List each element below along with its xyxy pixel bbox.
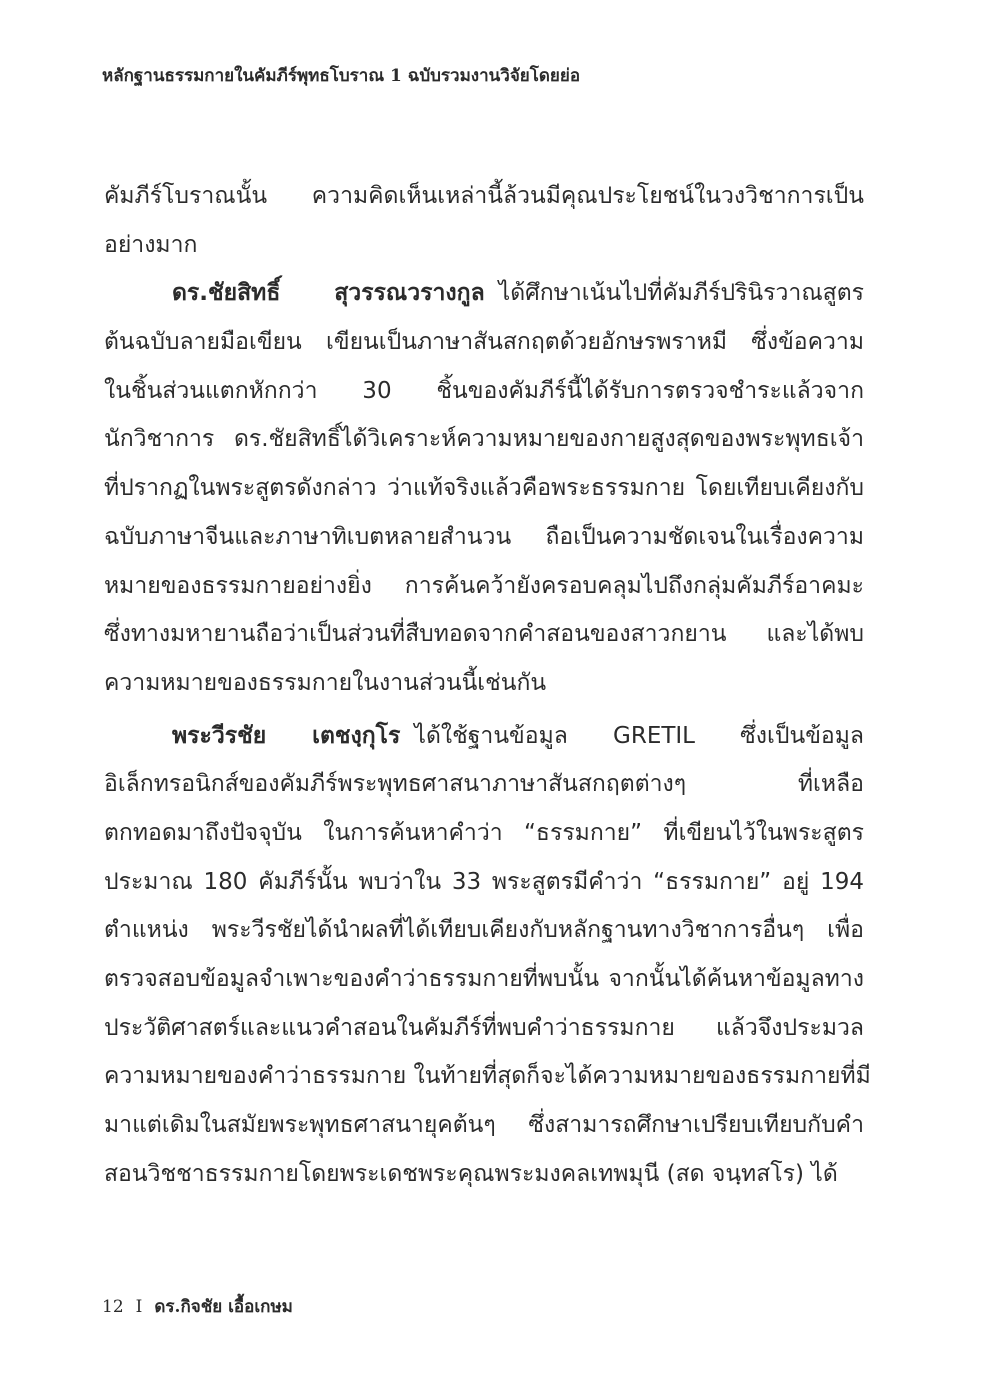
body-text <box>104 172 871 1198</box>
paragraph-3 <box>104 712 871 1199</box>
text-line: ในชิ้นส่วนแตกหักกว่า 30 ชิ้นของคัมภีร์นี้ได้รับการตรวจชำระแล้วจาก <box>104 377 864 404</box>
text-line: ความหมายของธรรมกายในงานส่วนนี้เช่นกัน <box>104 669 547 696</box>
text-line: ฉบับภาษาจีนและภาษาทิเบตหลายสำนวน ถือเป็นความชัดเจนในเรื่องความ <box>104 523 864 550</box>
running-header: หลักฐานธรรมกายในคัมภีร์พุทธโบราณ 1 ฉบับรวมงานวิจัยโดยย่อ <box>102 66 581 86</box>
researcher-name: ดร.ชัยสิทธิ์ สุวรรณวรางกูล <box>172 280 485 307</box>
text-line: มาแต่เดิมในสมัยพระพุทธศาสนายุคต้นๆ ซึ่งสามารถศึกษาเปรียบเทียบกับคำ <box>104 1112 864 1139</box>
text-line: อิเล็กทรอนิกส์ของคัมภีร์พระพุทธศาสนาภาษาสันสกฤตต่างๆ ที่เหลือ <box>104 771 864 798</box>
page-number: 12 <box>102 1297 124 1317</box>
text-line: ตรวจสอบข้อมูลจำเพาะของคำว่าธรรมกายที่พบนั้น จากนั้นได้ค้นหาข้อมูลทาง <box>104 966 864 992</box>
text-line: ประวัติศาสตร์และแนวคำสอนในคัมภีร์ที่พบคำว่าธรรมกาย แล้วจึงประมวล <box>104 1014 864 1041</box>
paragraph-first-line <box>104 712 864 761</box>
text-line: ตกทอดมาถึงปัจจุบัน ในการค้นหาคำว่า “ธรรมกาย” ที่เขียนไว้ในพระสูตร <box>104 819 864 846</box>
text-line: สอนวิชชาธรรมกายโดยพระเดชพระคุณพระมงคลเทพมุนี (สด จนฺทสโร) ได้ <box>104 1160 838 1187</box>
text-fragment: ได้ใช้ฐานข้อมูล GRETIL ซึ่งเป็นข้อมูล <box>414 722 864 749</box>
researcher-name: พระวีรชัย เตชงฺกุโร <box>172 722 401 749</box>
text-line: ที่ปรากฏในพระสูตรดังกล่าว ว่าแท้จริงแล้วคือพระธรรมกาย โดยเทียบเคียงกับ <box>104 475 864 502</box>
text-line: ต้นฉบับลายมือเขียน เขียนเป็นภาษาสันสกฤตด้วยอักษรพราหมี ซึ่งข้อความ <box>104 329 864 356</box>
paragraph-first-line <box>104 269 864 318</box>
author-name: ดร.กิจชัย เอื้อเกษม <box>154 1297 293 1317</box>
text-line: คัมภีร์โบราณนั้น ความคิดเห็นเหล่านี้ล้วนมีคุณประโยชน์ในวงวิชาการเป็น <box>104 183 864 209</box>
paragraph-2 <box>104 269 864 707</box>
text-line: นักวิชาการ ดร.ชัยสิทธิ์ได้วิเคราะห์ความหมายของกายสูงสุดของพระพุทธเจ้า <box>104 426 864 453</box>
text-line: ความหมายของคำว่าธรรมกาย ในท้ายที่สุดก็จะได้ความหมายของธรรมกายที่มี <box>104 1063 871 1090</box>
text-line: อย่างมาก <box>104 231 198 258</box>
text-line: ซึ่งทางมหายานถือว่าเป็นส่วนที่สืบทอดจากคำสอนของสาวกยาน และได้พบ <box>104 621 864 648</box>
text-fragment: ได้ศึกษาเน้นไปที่คัมภีร์ปรินิรวาณสูตร <box>498 280 864 307</box>
footer-separator: I <box>135 1297 143 1317</box>
text-line: หมายของธรรมกายอย่างยิ่ง การค้นคว้ายังครอบคลุมไปถึงกลุ่มคัมภีร์อาคมะ <box>104 572 864 599</box>
page-footer <box>102 1293 293 1320</box>
text-line: ประมาณ 180 คัมภีร์นั้น พบว่าใน 33 พระสูตรมีคำว่า “ธรรมกาย” อยู่ 194 <box>104 868 864 895</box>
text-line: ตำแหน่ง พระวีรชัยได้นำผลที่ได้เทียบเคียงกับหลักฐานทางวิชาการอื่นๆ เพื่อ <box>104 917 864 944</box>
paragraph-1 <box>104 172 864 269</box>
